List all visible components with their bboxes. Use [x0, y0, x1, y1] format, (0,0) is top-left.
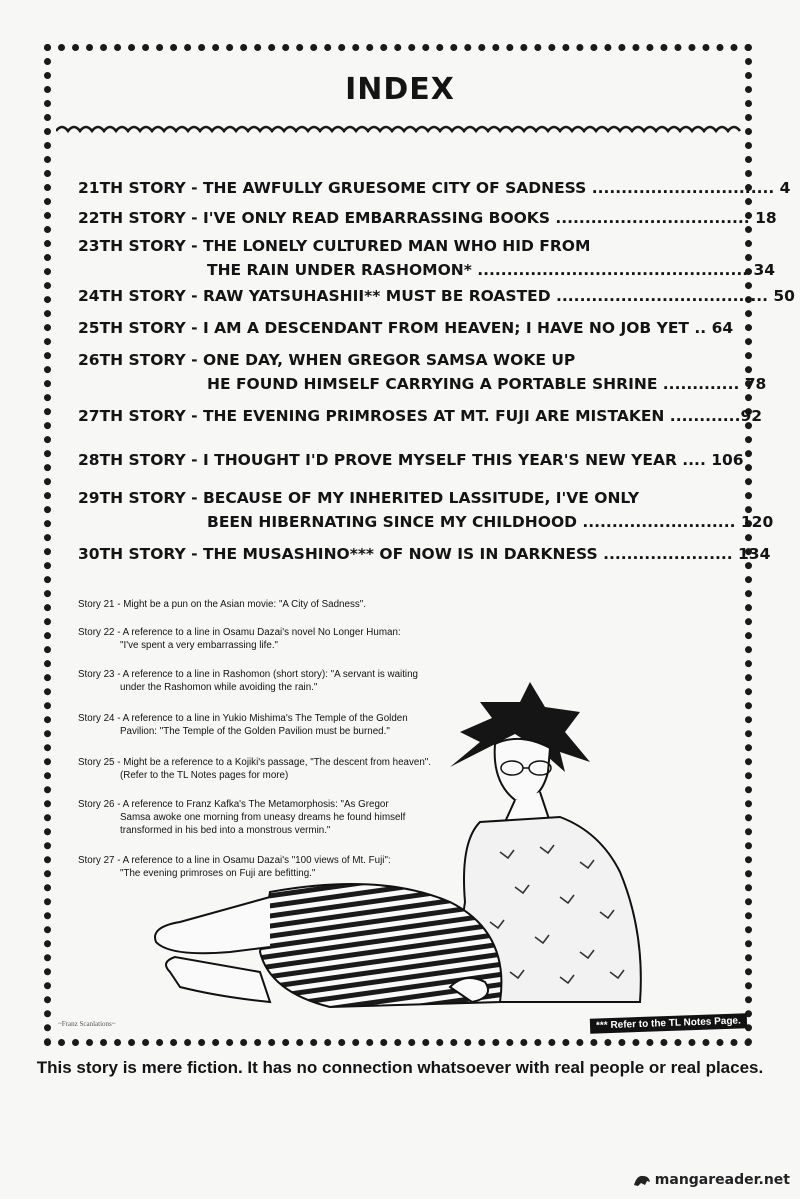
toc-entry-line: 25TH STORY - I AM A DESCENDANT FROM HEAVEN; I HAVE NO JOB YET .. 64 — [78, 319, 734, 337]
toc-entry-line: 29TH STORY - BECAUSE OF MY INHERITED LASSITUDE, I'VE ONLY — [78, 489, 640, 507]
toc-entry — [78, 542, 771, 566]
toc-entry — [78, 348, 767, 396]
toc-entry-line: 27TH STORY - THE EVENING PRIMROSES AT MT. FUJI ARE MISTAKEN ............92 — [78, 407, 763, 425]
page-title: INDEX — [345, 72, 455, 107]
toc-entry — [78, 404, 763, 428]
toc-entry-line: 21TH STORY - THE AWFULLY GRUESOME CITY OF SADNESS ............................... 4 — [78, 179, 791, 197]
note-item — [78, 598, 458, 611]
note-line: Story 24 - A reference to a line in Yukio Mishima's The Temple of the Golden — [78, 713, 408, 724]
note-continuation: Pavilion: "The Temple of the Golden Pavilion must be burned." — [120, 726, 390, 737]
toc-entry — [78, 316, 734, 340]
note-line: Story 23 - A reference to a line in Rashomon (short story): "A servant is waiting — [78, 669, 418, 680]
note-line: Story 27 - A reference to a line in Osamu Dazai's "100 views of Mt. Fuji": — [78, 855, 391, 866]
scanlation-credit: ~Franz Scanlations~ — [58, 1020, 116, 1028]
note-continuation: "I've spent a very embarrassing life." — [120, 640, 279, 651]
toc-entry — [78, 284, 795, 308]
toc-entry — [78, 176, 791, 200]
site-watermark — [633, 1172, 790, 1188]
toc-entry-line: 30TH STORY - THE MUSASHINO*** OF NOW IS IN DARKNESS ...................... 134 — [78, 545, 771, 563]
note-line: Story 26 - A reference to Franz Kafka's The Metamorphosis: "As Gregor — [78, 799, 389, 810]
toc-entry — [78, 486, 774, 534]
toc-entry-continuation: HE FOUND HIMSELF CARRYING A PORTABLE SHRINE ............. 78 — [207, 375, 767, 393]
lion-logo-icon — [633, 1173, 651, 1187]
toc-entry-line: 22TH STORY - I'VE ONLY READ EMBARRASSING BOOKS ................................. 18 — [78, 209, 777, 227]
toc-entry-line: 24TH STORY - RAW YATSUHASHII** MUST BE ROASTED .................................... 50 — [78, 287, 795, 305]
note-line: Story 21 - Might be a pun on the Asian movie: "A City of Sadness". — [78, 599, 366, 610]
note-line: Story 25 - Might be a reference to a Kojiki's passage, "The descent from heaven". — [78, 757, 431, 768]
toc-entry-line: 23TH STORY - THE LONELY CULTURED MAN WHO HID FROM — [78, 237, 591, 255]
toc-entry-line: 28TH STORY - I THOUGHT I'D PROVE MYSELF THIS YEAR'S NEW YEAR .... 106 — [78, 451, 744, 469]
toc-entry — [78, 234, 776, 282]
note-continuation: under the Rashomon while avoiding the rain." — [120, 682, 318, 693]
toc-entry-line: 26TH STORY - ONE DAY, WHEN GREGOR SAMSA WOKE UP — [78, 351, 576, 369]
wavy-divider — [56, 122, 746, 140]
toc-entry — [78, 448, 744, 472]
fiction-disclaimer: This story is mere fiction. It has no connection whatsoever with real people or real places. — [36, 1058, 764, 1077]
toc-entry-continuation: BEEN HIBERNATING SINCE MY CHILDHOOD .......................... 120 — [207, 513, 774, 531]
refer-notes-badge: *** Refer to the TL Notes Page. — [590, 1013, 747, 1033]
note-continuation: transformed in his bed into a monstrous vermin." — [120, 825, 331, 836]
note-line: Story 22 - A reference to a line in Osamu Dazai's novel No Longer Human: — [78, 627, 401, 638]
note-item — [78, 626, 458, 652]
watermark-text: mangareader.net — [654, 1172, 790, 1188]
note-continuation: "The evening primroses on Fuji are befitting." — [120, 868, 316, 879]
character-illustration — [120, 672, 680, 1022]
note-continuation: (Refer to the TL Notes pages for more) — [120, 770, 289, 781]
note-continuation: Samsa awoke one morning from uneasy dreams he found himself — [120, 812, 406, 823]
toc-entry-continuation: THE RAIN UNDER RASHOMON* .............................................. 34 — [207, 261, 776, 279]
toc-entry — [78, 206, 777, 230]
